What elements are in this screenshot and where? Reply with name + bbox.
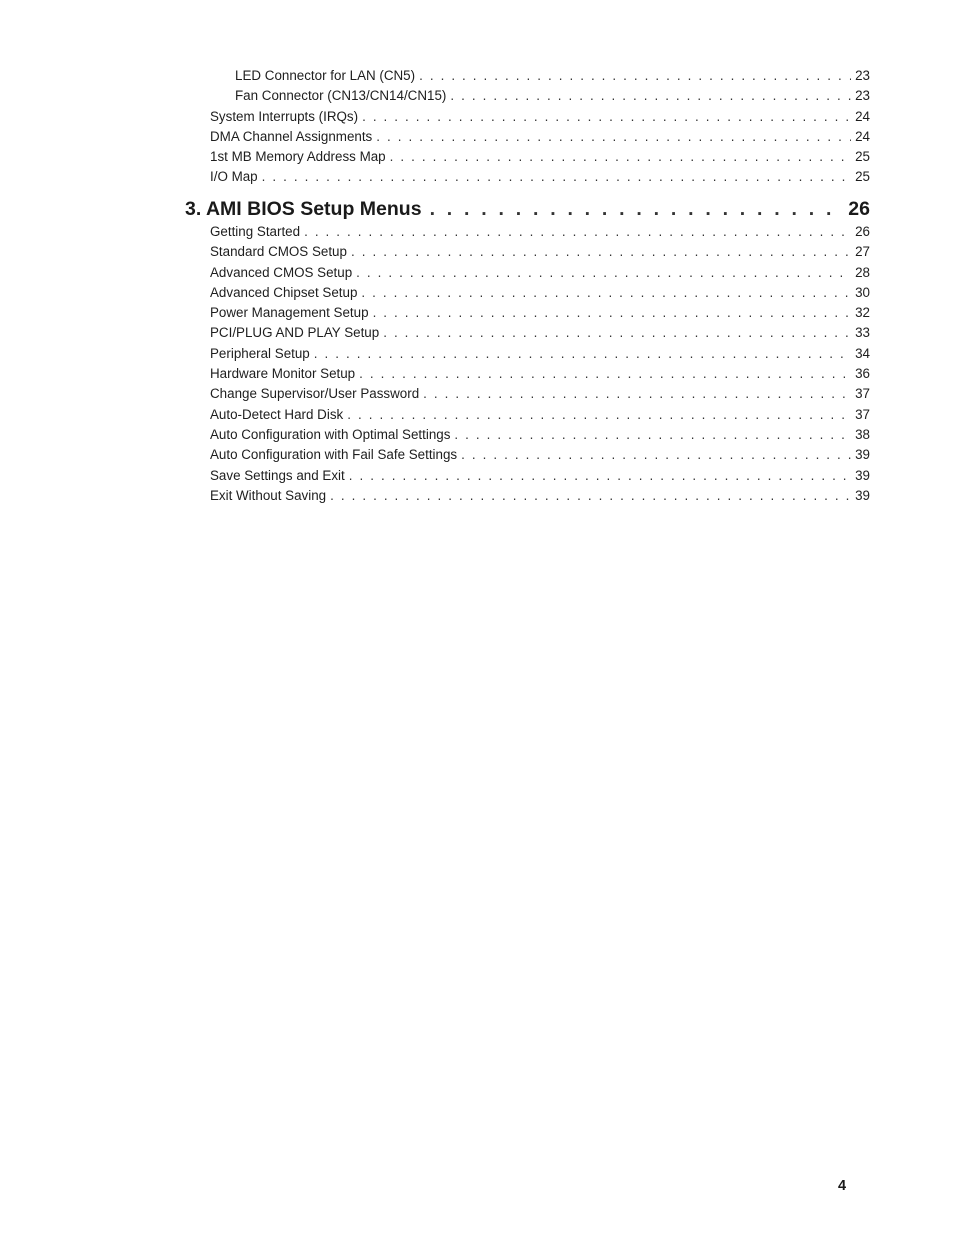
toc-entry-page: 37 <box>855 406 870 422</box>
toc-entry-page: 39 <box>855 467 870 483</box>
dot-leader <box>430 196 843 222</box>
toc-entry-title: Advanced Chipset Setup <box>210 284 358 300</box>
toc-entry-page: 27 <box>855 244 870 260</box>
toc-entry-page: 37 <box>855 386 870 402</box>
toc-entry-title: Power Management Setup <box>210 305 369 321</box>
toc-entry-page: 39 <box>855 447 870 463</box>
dot-leader <box>419 66 851 86</box>
toc-entry-title: DMA Channel Assignments <box>210 128 373 144</box>
toc-entry[interactable] <box>185 242 870 262</box>
dot-leader <box>351 242 851 262</box>
toc-previous-section <box>185 66 870 188</box>
toc-entry[interactable] <box>185 364 870 384</box>
toc-entry-page: 23 <box>855 68 870 83</box>
dot-leader <box>373 303 852 323</box>
toc-entry[interactable] <box>185 147 870 167</box>
dot-leader <box>356 263 851 283</box>
dot-leader <box>454 425 851 445</box>
toc-entry[interactable] <box>185 303 870 323</box>
toc-entry[interactable] <box>185 167 870 187</box>
toc-entry-title: Peripheral Setup <box>210 345 310 361</box>
dot-leader <box>314 344 851 364</box>
dot-leader <box>262 167 851 187</box>
toc-entry-title: Exit Without Saving <box>210 487 327 503</box>
toc-entry-title: Save Settings and Exit <box>210 467 345 483</box>
dot-leader <box>376 127 851 147</box>
toc-entry-page: 24 <box>855 108 870 124</box>
page-number: 4 <box>838 1178 847 1194</box>
toc-entry-title: Auto Configuration with Optimal Settings <box>210 426 451 442</box>
toc-entry-title: LED Connector for LAN (CN5) <box>235 68 416 83</box>
toc-entry[interactable] <box>185 384 870 404</box>
toc-entry-page: 24 <box>855 128 870 144</box>
dot-leader <box>461 445 851 465</box>
toc-entry[interactable] <box>185 486 870 506</box>
toc-entry[interactable] <box>185 222 870 242</box>
toc-entry[interactable] <box>185 405 870 425</box>
chapter-heading-title: 3. AMI BIOS Setup Menus <box>185 198 422 220</box>
toc-entry[interactable] <box>185 344 870 364</box>
dot-leader <box>359 364 851 384</box>
toc-entry[interactable] <box>185 466 870 486</box>
toc-entry-page: 25 <box>855 149 870 165</box>
toc-entry-page: 23 <box>855 88 870 104</box>
dot-leader <box>423 384 851 404</box>
dot-leader <box>349 466 851 486</box>
toc-entry-page: 33 <box>855 325 870 341</box>
toc-entry-page: 39 <box>855 487 870 503</box>
toc-entry-title: Getting Started <box>210 224 301 239</box>
toc-entry-title: Auto Configuration with Fail Safe Settings <box>210 447 458 463</box>
toc-entry-title: System Interrupts (IRQs) <box>210 108 359 124</box>
dot-leader <box>347 405 851 425</box>
dot-leader <box>450 86 851 106</box>
dot-leader <box>361 283 851 303</box>
toc-entry[interactable] <box>185 425 870 445</box>
chapter-heading[interactable] <box>185 196 870 222</box>
toc-entry[interactable] <box>185 445 870 465</box>
toc-entry-title: Advanced CMOS Setup <box>210 264 353 280</box>
toc-entry[interactable] <box>185 283 870 303</box>
toc-entry-page: 30 <box>855 284 870 300</box>
toc-entry-title: Auto-Detect Hard Disk <box>210 406 344 422</box>
toc-entry[interactable] <box>185 323 870 343</box>
toc-entry-title: Standard CMOS Setup <box>210 244 347 260</box>
toc-entry-title: Hardware Monitor Setup <box>210 366 356 382</box>
dot-leader <box>383 323 851 343</box>
toc-entry[interactable] <box>185 263 870 283</box>
toc-entry-page: 34 <box>855 345 870 361</box>
toc-chapter-3 <box>185 196 870 506</box>
toc-entry-title: PCI/PLUG AND PLAY Setup <box>210 325 380 341</box>
toc-entry-title: Change Supervisor/User Password <box>210 386 420 402</box>
dot-leader <box>362 107 851 127</box>
toc-entry[interactable] <box>185 86 870 106</box>
toc-entry-page: 25 <box>855 169 870 185</box>
toc-entry-title: I/O Map <box>210 169 258 185</box>
toc-entry-title: Fan Connector (CN13/CN14/CN15) <box>235 88 447 104</box>
toc-entry[interactable] <box>185 127 870 147</box>
toc-entry-page: 28 <box>855 264 870 280</box>
toc-entry-page: 36 <box>855 366 870 382</box>
dot-leader <box>390 147 851 167</box>
toc-entry-title: 1st MB Memory Address Map <box>210 149 386 165</box>
toc-entry-page: 38 <box>855 426 870 442</box>
chapter-heading-page: 26 <box>848 198 870 220</box>
toc-entry[interactable] <box>185 107 870 127</box>
toc-entry[interactable] <box>185 66 870 86</box>
toc-entry-page: 32 <box>855 305 870 321</box>
dot-leader <box>304 222 851 242</box>
dot-leader <box>330 486 851 506</box>
toc-entry-page: 26 <box>855 224 870 239</box>
